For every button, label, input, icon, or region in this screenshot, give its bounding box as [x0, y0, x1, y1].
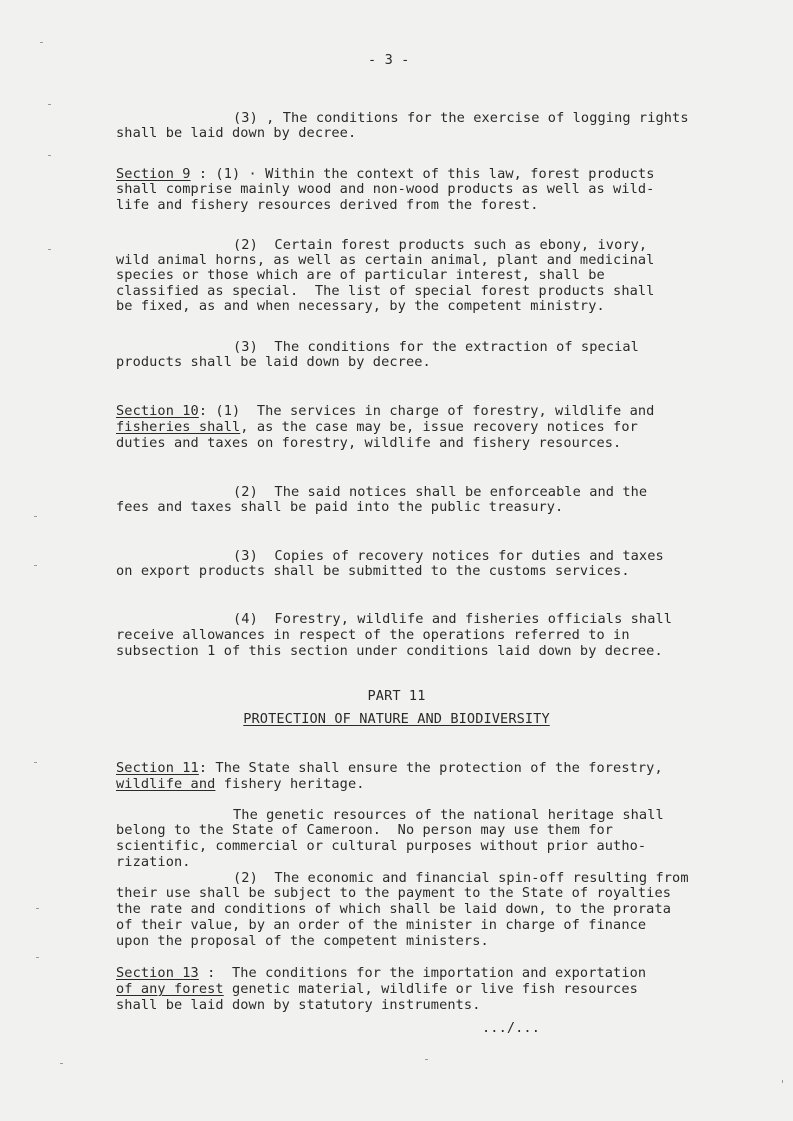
s9-2-line2: wild animal horns, as well as certain animal, plant and medicinal — [116, 252, 655, 268]
scan-speck — [36, 957, 39, 958]
s10-3-line1: (3) Copies of recovery notices for duties and taxes — [233, 548, 664, 564]
section-13-line1-text: : The conditions for the importation and exportation — [198, 965, 647, 981]
s12-2-line2: their use shall be subject to the payment to the State of royalties — [116, 885, 672, 901]
scan-speck — [36, 908, 39, 909]
part-subtitle-wrap — [0, 712, 793, 727]
section-10-line1 — [116, 404, 654, 419]
section-11-line1-text: : The State shall ensure the protection of the forestry, — [198, 760, 663, 776]
s9-3-line1: (3) The conditions for the extraction of special — [233, 339, 639, 355]
section-13-underlined: of any forest — [116, 981, 224, 997]
page-number: - 3 - — [368, 52, 410, 68]
section-11-line2-text: fishery heritage. — [215, 776, 365, 792]
s9-2-line3: species or those which are of particular interest, shall be — [116, 267, 605, 283]
section-13-heading: Section 13 — [116, 965, 199, 981]
section-9-line2: shall comprise mainly wood and non-wood products as well as wild- — [116, 181, 655, 197]
s8-3-line1: (3) , The conditions for the exercise of logging rights — [233, 110, 689, 126]
s12-2-line4: of their value, by an order of the minister in charge of finance — [116, 917, 647, 933]
section-13-line3: shall be laid down by statutory instruments. — [116, 997, 481, 1013]
s10-2-line2: fees and taxes shall be paid into the public treasury. — [116, 499, 564, 515]
part-title: PART 11 — [367, 688, 426, 704]
s10-2-line1: (2) The said notices shall be enforceable and the — [233, 484, 648, 500]
s12-1-line1: The genetic resources of the national heritage shall — [233, 807, 664, 823]
scan-speck — [48, 155, 51, 156]
s9-2-line4: classified as special. The list of special forest products shall — [116, 283, 655, 299]
s12-2-line3: the rate and conditions of which shall be laid down, to the prorata — [116, 901, 672, 917]
scan-speck — [48, 249, 51, 250]
scan-speck — [34, 762, 37, 763]
scan-speck — [425, 1059, 428, 1060]
s8-3-line2: shall be laid down by decree. — [116, 125, 357, 141]
section-10-line1-text: : (1) The services in charge of forestry, wildlife and — [198, 403, 655, 419]
s10-4-line3: subsection 1 of this section under conditions laid down by decree. — [116, 643, 663, 659]
section-13-line2 — [116, 982, 638, 997]
section-10-line2 — [116, 420, 638, 435]
s9-3-line2: products shall be laid down by decree. — [116, 354, 431, 370]
scan-speck — [34, 516, 37, 517]
s10-3-line2: on export products shall be submitted to the customs services. — [116, 563, 630, 579]
section-9-line1-text: : (1) · Within the context of this law, forest products — [190, 166, 655, 182]
section-13-line1 — [116, 966, 646, 981]
scan-speck — [48, 104, 51, 105]
s9-2-line1: (2) Certain forest products such as ebony, ivory, — [233, 237, 648, 253]
section-10-line3: duties and taxes on forestry, wildlife and fishery resources. — [116, 435, 622, 451]
section-10-underlined: fisheries shall — [116, 419, 241, 435]
section-10-line2-text: , as the case may be, issue recovery notices for — [240, 419, 638, 435]
section-9-heading: Section 9 — [116, 166, 191, 182]
s12-1-line2: belong to the State of Cameroon. No person may use them for — [116, 822, 614, 838]
section-9-line1 — [116, 167, 654, 182]
s10-4-line1: (4) Forestry, wildlife and fisheries officials shall — [233, 611, 673, 627]
section-9-line3: life and fishery resources derived from the forest. — [116, 197, 539, 213]
section-11-line1 — [116, 761, 663, 776]
scan-speck — [60, 1063, 63, 1064]
section-11-heading: Section 11 — [116, 760, 199, 776]
s12-2-line1: (2) The economic and financial spin-off resulting from — [233, 870, 689, 886]
section-10-heading: Section 10 — [116, 403, 199, 419]
section-11-line2 — [116, 777, 365, 792]
s12-1-line4: rization. — [116, 854, 191, 870]
scan-speck — [782, 1080, 783, 1083]
section-11-underlined: wildlife and — [116, 776, 216, 792]
s10-4-line2: receive allowances in respect of the operations referred to in — [116, 627, 630, 643]
scan-speck — [40, 42, 43, 43]
section-13-line2-text: genetic material, wildlife or live fish resources — [223, 981, 638, 997]
scan-speck — [34, 565, 37, 566]
s9-2-line5: be fixed, as and when necessary, by the competent ministry. — [116, 298, 605, 314]
s12-1-line3: scientific, commercial or cultural purposes without prior autho- — [116, 838, 647, 854]
continued-marker: .../... — [482, 1020, 540, 1036]
part-subtitle: PROTECTION OF NATURE AND BIODIVERSITY — [243, 711, 550, 727]
s12-2-line5: upon the proposal of the competent ministers. — [116, 933, 489, 949]
